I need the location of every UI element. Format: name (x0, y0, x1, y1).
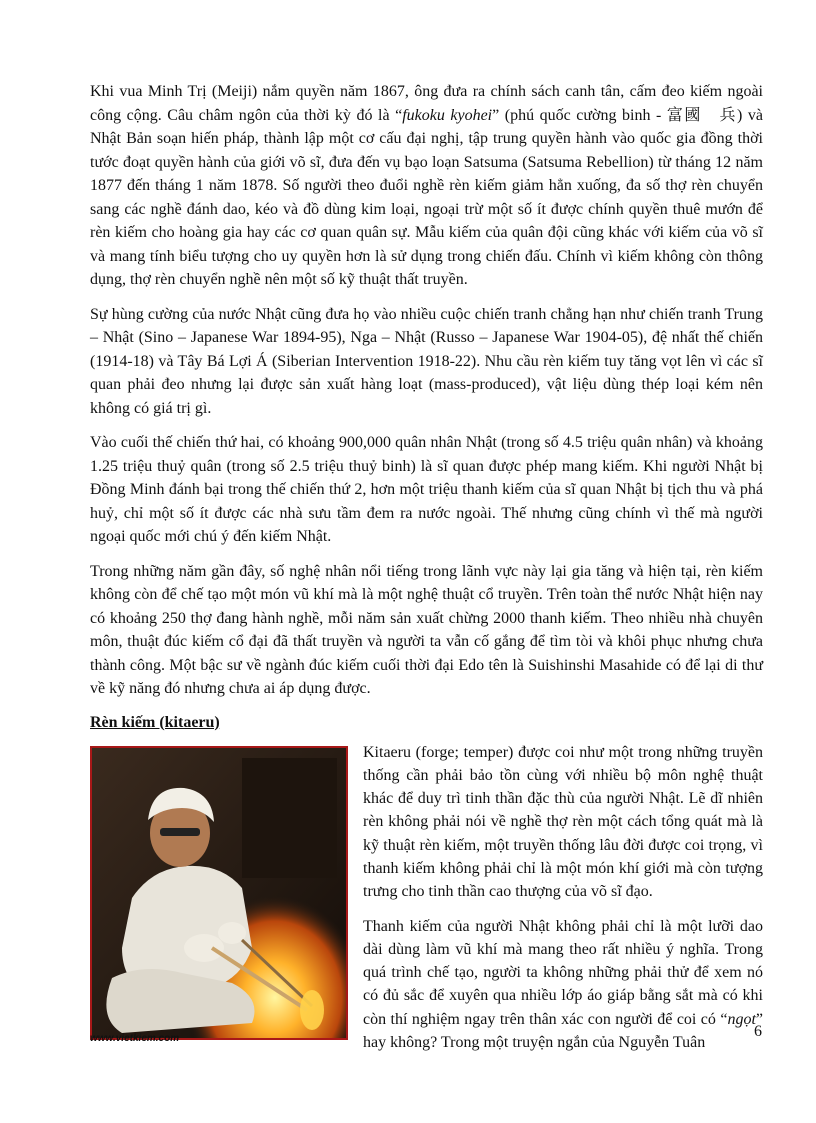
swordsmith-photo (90, 746, 348, 1040)
paragraph-recent: Trong những năm gần đây, số nghệ nhân nổi tiếng trong lãnh vực này lại gia tăng và hiện tại, rèn kiếm không còn để chế tạo một món vũ khí mà là một nghệ thuật cổ truyền. Trên toàn thể nước Nhật hiện nay có khoảng 250 thợ đang hành nghề, mỗi năm sản xuất chừng 2000 thanh kiếm. Theo nhiều nhà chuyên môn, thuật đúc kiếm cổ đại đã thất truyền và người ta vẫn cố gắng để tìm tòi và khôi phục nhưng chưa thành công. Một bậc sư về ngành đúc kiếm cuối thời đại Edo tên là Suishinshi Masahide có để lại di thư về kỹ năng đó nhưng chưa ai áp dụng được. (90, 562, 763, 697)
italic-term: fukoku kyohei (402, 106, 493, 124)
footer-website-link[interactable]: www.vietkiem.com (90, 1033, 180, 1044)
text-run: Thanh kiếm của người Nhật không phải chỉ là một lưỡi dao dài dùng làm vũ khí mà mang theo rất nhiều ý nghĩa. Trong quá trình chế tạo, người ta không những phải thử để xem nó có đủ sắc để xuyên qua nhiều lớp áo giáp bằng sắt mà có khi còn thí nghiệm ngay trên thân xác con người để coi có “ (363, 917, 763, 1028)
text-run: ” (phú quốc cường binh - 富國 兵) và Nhật Bản soạn hiến pháp, thành lập một cơ cấu đại nghị, tập trung quyền hành vào quốc gia đồng thời tước đoạt quyền hành của giới võ sĩ, đưa đến vụ bạo loạn Satsuma (Satsuma Rebellion) từ tháng 12 năm 1877 đến tháng 1 năm 1878. Số người theo đuổi nghề rèn kiếm giảm hẳn xuống, đa số thợ rèn chuyển sang các nghề đánh dao, kéo và đồ dùng kim loại, ngoại trừ một số ít được chính quyền thuê mướn để rèn kiếm cho hoàng gia hay các cơ quan quân sự. Mẫu kiếm của quân đội cũng khác với kiếm của võ sĩ và mang tính biểu tượng cho uy quyền hơn là sử dụng trong chiến đấu. Chính vì kiếm không còn thông dụng, thợ rèn chuyển nghề nên một số kỹ thuật thất truyền. (90, 106, 763, 288)
paragraph-kitaeru: Kitaeru (forge; temper) được coi như một trong những truyền thống cần phải bảo tồn cùng với nhiều bộ môn nghệ thuật khác để duy trì tinh thần đặc thù của người Nhật. Lẽ dĩ nhiên rèn không phải nói về nghề thợ rèn một cách tổng quát mà là kỹ thuật rèn kiếm, một truyền thống lâu đời được coi trọng, vì thanh kiếm không phải chỉ là một món khí giới mà còn tượng trưng cho tinh thần cao thượng của võ sĩ đạo. (363, 743, 763, 901)
section-heading: Rèn kiếm (kitaeru) (90, 713, 220, 731)
paragraph-ww2: Vào cuối thế chiến thứ hai, có khoảng 900,000 quân nhân Nhật (trong số 4.5 triệu quân nhân) và khoảng 1.25 triệu thuỷ quân (trong số 2.5 triệu thuỷ binh) là sĩ quan được phép mang kiếm. Khi người Nhật bị Đồng Minh đánh bại trong thế chiến thứ 2, hơn một triệu thanh kiếm của sĩ quan Nhật bị tịch thu và phá huỷ, chỉ một số ít được các nhà sưu tầm đem ra nước ngoài. Thế nhưng cũng chính vì thế mà người ngoại quốc mới chú ý đến kiếm Nhật. (90, 434, 763, 545)
paragraph-wars: Sự hùng cường của nước Nhật cũng đưa họ vào nhiều cuộc chiến tranh chẳng hạn như chiến tranh Trung – Nhật (Sino – Japanese War 1894-95), Nga – Nhật (Russo – Japanese War 1904-05), đệ nhất thế chiến (1914-18) và Tây Bá Lợi Á (Siberian Intervention 1918-22). Nhu cầu rèn kiếm tuy tăng vọt lên vì các sĩ quan phải đeo nhưng lại được sản xuất hàng loạt (mass-produced), vật liệu dùng thép loại kém nên không có giá trị gì. (90, 305, 763, 417)
swordsmith-illustration (92, 748, 346, 1038)
figure-and-text (90, 741, 763, 1055)
paragraph-meiji (90, 80, 763, 292)
text-run: ” hay không? Trong một truyện ngắn của Nguyễn Tuân (363, 1010, 763, 1052)
italic-term: ngọt (727, 1010, 756, 1028)
page-number: 6 (754, 1023, 762, 1040)
document-body (90, 80, 763, 1065)
text-run: Khi vua Minh Trị (Meiji) nắm quyền năm 1867, ông đưa ra chính sách canh tân, cấm đeo kiếm ngoài công cộng. Câu châm ngôn của thời kỳ đó là “ (90, 83, 763, 124)
